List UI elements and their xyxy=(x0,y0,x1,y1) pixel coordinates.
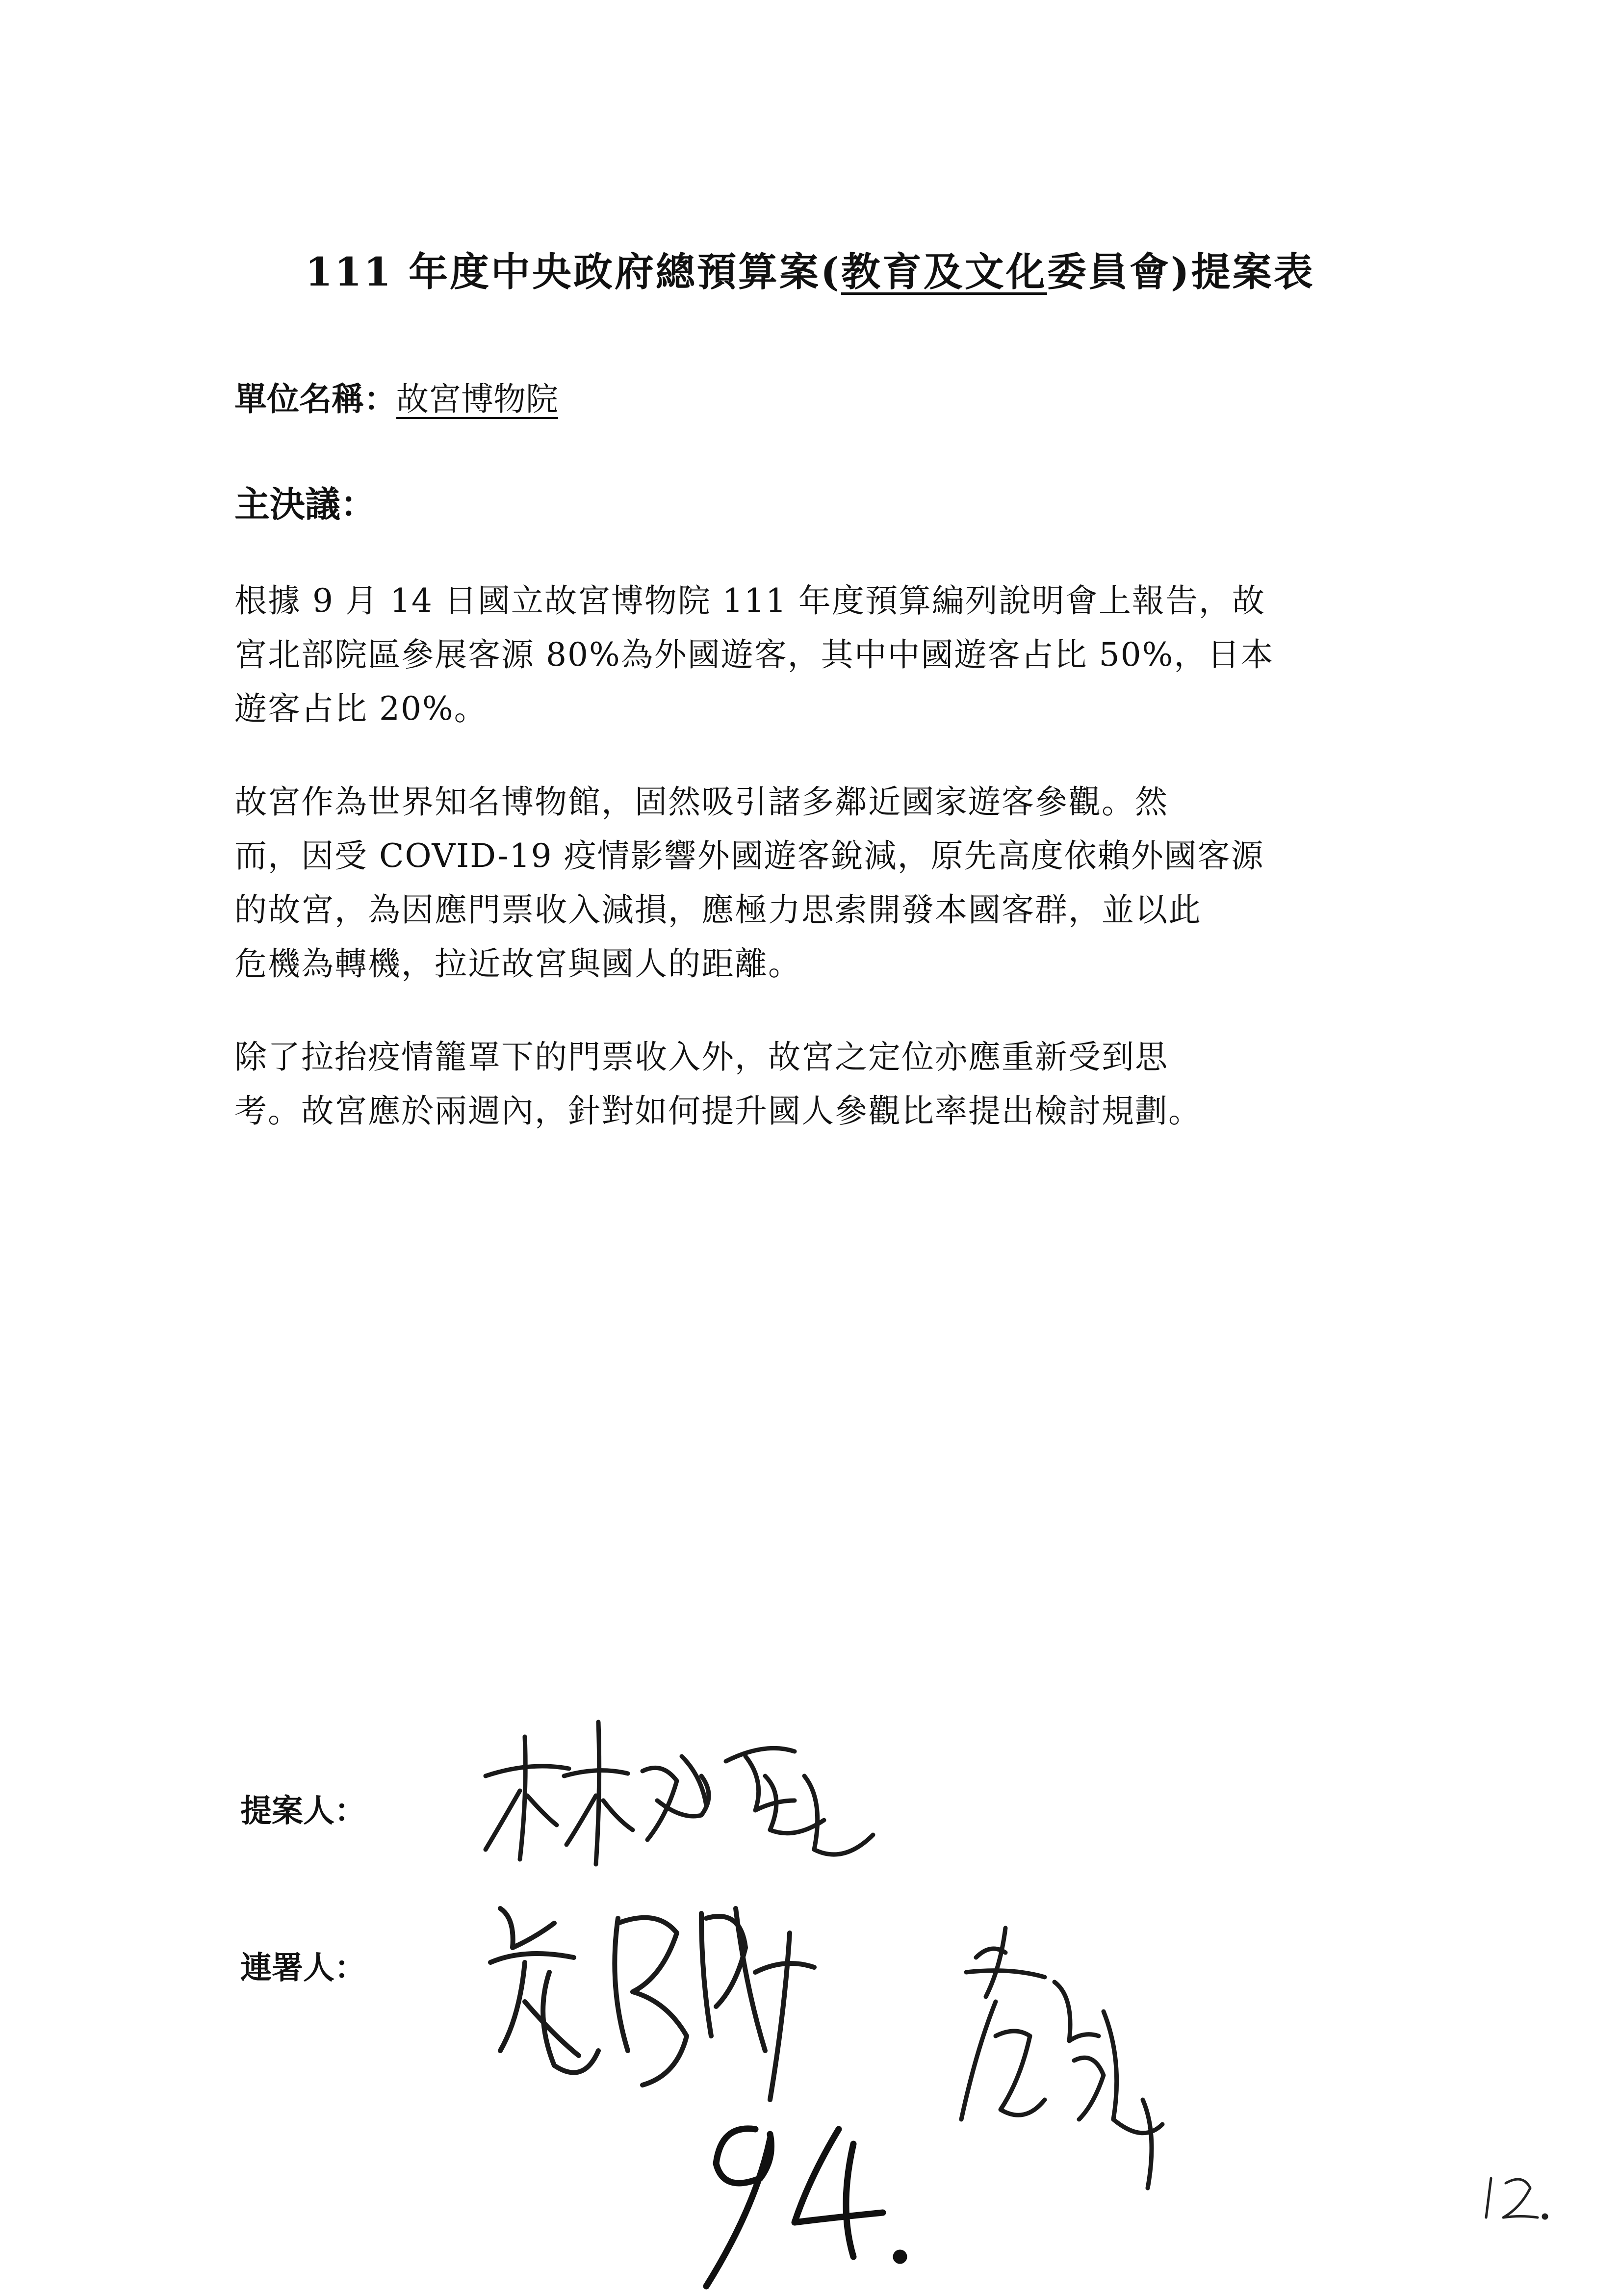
paragraph-line: 的故宮，為因應門票收入減損，應極力思索開發本國客群，並以此 xyxy=(234,891,1202,929)
paragraph-line: 而，因受 COVID-19 疫情影響外國遊客銳減，原先高度依賴外國客源 xyxy=(234,837,1264,875)
proposer-signature xyxy=(471,1702,912,1879)
paragraph-line: 根據 9 月 14 日國立故宮博物院 111 年度預算編列說明會上報告，故 xyxy=(234,582,1265,620)
paragraph-1 xyxy=(234,574,1397,736)
handwritten-date-mark xyxy=(677,2110,932,2296)
unit-label: 單位名稱： xyxy=(234,380,396,418)
paragraph-line: 除了拉抬疫情籠罩下的門票收入外，故宮之定位亦應重新受到思 xyxy=(234,1038,1168,1076)
cosigner-label: 連署人： xyxy=(240,1950,366,1986)
page-number xyxy=(1476,2168,1550,2229)
paragraph-line: 遊客占比 20%。 xyxy=(234,690,488,728)
paragraph-line: 宮北部院區參展客源 80%為外國遊客，其中中國遊客占比 50%，日本 xyxy=(234,636,1274,674)
document-title xyxy=(0,240,1620,297)
resolution-heading: 主決議： xyxy=(234,483,376,525)
title-prefix: 111 年度中央政府總預算案( xyxy=(305,249,841,295)
paragraph-line: 考。故宮應於兩週內，針對如何提升國人參觀比率提出檢討規劃。 xyxy=(234,1092,1202,1130)
title-committee: 教育及文化 xyxy=(841,249,1047,295)
paragraph-3 xyxy=(234,1030,1397,1138)
proposer-label: 提案人： xyxy=(240,1793,366,1829)
paragraph-2 xyxy=(234,775,1397,991)
unit-line xyxy=(234,373,558,419)
unit-value: 故宮博物院 xyxy=(396,380,558,418)
paragraph-line: 危機為轉機，拉近故宮與國人的距離。 xyxy=(234,945,801,983)
paragraph-line: 故宮作為世界知名博物館，固然吸引諸多鄰近國家遊客參觀。然 xyxy=(234,783,1168,821)
cosigner-signature-2 xyxy=(947,1913,1221,2198)
title-suffix: 委員會)提案表 xyxy=(1047,249,1315,295)
